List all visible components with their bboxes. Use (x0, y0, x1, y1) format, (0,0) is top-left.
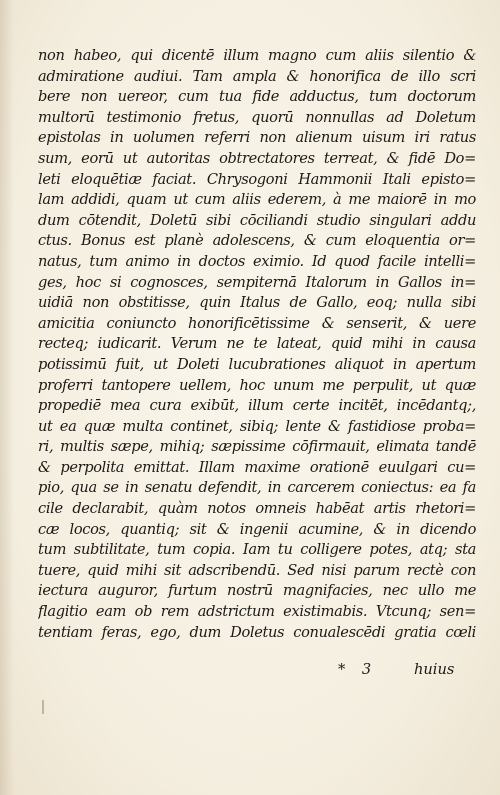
gutter-shadow (0, 0, 14, 795)
text-line: iectura auguror, furtum nostrū magnifacies, nec ullo me (38, 582, 476, 600)
catchword: huius (414, 661, 455, 678)
text-line: proferri tantopere uellem, hoc unum me perpulit, ut quæ (38, 376, 476, 394)
text-line: propediē mea cura exibūt, illum certe incitēt, incēdantq;, (38, 397, 476, 415)
text-line: cæ locos, quantiq; sit & ingenii acumine, & in dicendo (38, 520, 476, 538)
text-line: multorū testimonio fretus, quorū nonnullas ad Doletum (38, 108, 476, 126)
text-line: & perpolita emittat. Illam maxime orationē euulgari cu= (38, 458, 476, 476)
text-line: recteq; iudicarit. Verum ne te lateat, quid mihi in causa (38, 335, 476, 353)
text-line: lam addidi, quam ut cum aliis ederem, à me maiorē in mo (38, 191, 476, 209)
text-line: flagitio eam ob rem adstrictum existimabis. Vtcunq; sen= (38, 603, 476, 621)
text-line: ges, hoc si cognosces, sempiternā Italorum in Gallos in= (38, 273, 476, 291)
text-line: epistolas in uolumen referri non alienum uisum iri ratus (38, 129, 476, 147)
text-line: potissimū fuit, ut Doleti lucubrationes aliquot in apertum (38, 355, 476, 373)
text-line: uidiā non obstitisse, quin Italus de Gallo, eoq; nulla sibi (38, 294, 476, 312)
text-line: cile declarabit, quàm notos omneis habēat artis rhetori= (38, 500, 476, 518)
text-line: leti eloquētiæ faciat. Chrysogoni Hammonii Itali episto= (38, 170, 476, 188)
text-line: natus, tum animo in doctos eximio. Id quod facile intelli= (38, 252, 476, 270)
text-line: sum, eorū ut autoritas obtrectatores terreat, & fidē Do= (38, 149, 476, 167)
text-line: amicitia coniuncto honorificētissime & senserit, & uere (38, 314, 476, 332)
text-line: tum subtilitate, tum copia. Iam tu colligere potes, atq; sta (38, 541, 476, 559)
catchline (38, 661, 476, 682)
text-line: tuere, quid mihi sit adscribendū. Sed nisi parum rectè con (38, 561, 476, 579)
text-line: non habeo, qui dicentē illum magno cum aliis silentio & (38, 47, 476, 64)
text-line: tentiam feras, ego, dum Doletus conualescēdi gratia cœli (38, 623, 476, 641)
text-line: ut ea quæ multa continet, sibiq; lente & fastidiose proba= (38, 417, 476, 435)
margin-mark (42, 700, 44, 714)
text-line: dum cōtendit, Doletū sibi cōciliandi studio singulari addu (38, 211, 476, 229)
text-line: ri, multis sæpe, mihiq; sæpissime cōfirmauit, elimata tandē (38, 438, 476, 456)
text-line: ctus. Bonus est planè adolescens, & cum eloquentia or= (38, 232, 476, 250)
text-line: pio, qua se in senatu defendit, in carcerem coniectus: ea fa (38, 479, 476, 497)
text-line: admiratione audiui. Tam ampla & honorifica de illo scri (38, 67, 476, 85)
text-block (38, 46, 476, 643)
text-line: bere non uereor, cum tua fide adductus, tum doctorum (38, 88, 476, 106)
signature-mark: * 3 (338, 661, 378, 678)
